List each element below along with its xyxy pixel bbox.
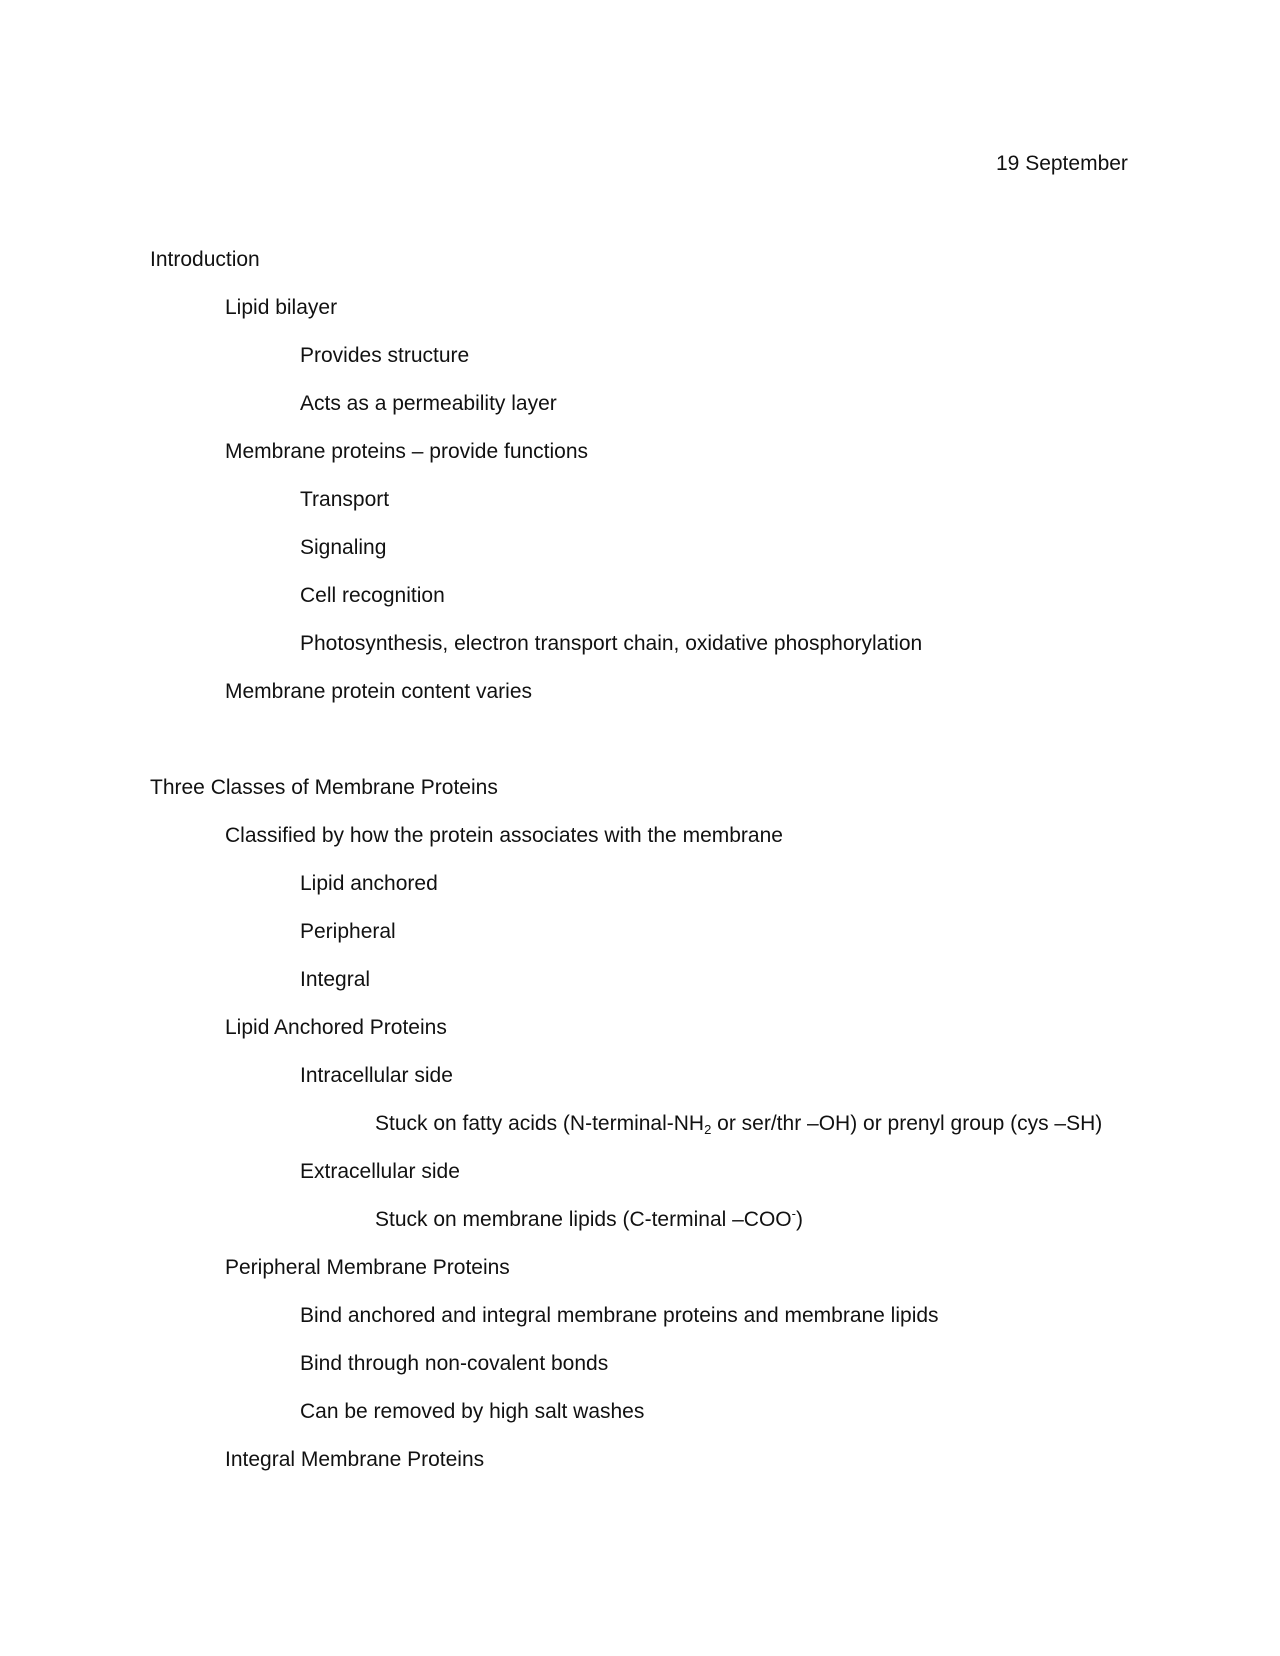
outline-item: Intracellular side (300, 1064, 453, 1087)
outline-item: Bind through non-covalent bonds (300, 1352, 609, 1375)
outline-item: Membrane proteins – provide functions (225, 440, 589, 463)
outline-item: Bind anchored and integral membrane proteins and membrane lipids (300, 1304, 939, 1327)
text-fragment: Stuck on membrane lipids (C-terminal –COO (375, 1208, 792, 1231)
outline-item: Cell recognition (300, 584, 445, 607)
outline-item: Classified by how the protein associates with the membrane (225, 824, 783, 847)
outline-item-membrane-lipids (375, 1206, 803, 1234)
outline-item: Membrane protein content varies (225, 680, 532, 703)
section-heading-three-classes: Three Classes of Membrane Proteins (150, 776, 498, 799)
outline-item-fatty-acids (375, 1110, 1102, 1138)
outline-item: Integral Membrane Proteins (225, 1448, 485, 1471)
outline-item: Extracellular side (300, 1160, 460, 1183)
outline-item: Peripheral Membrane Proteins (225, 1256, 510, 1279)
outline-item: Acts as a permeability layer (300, 392, 557, 415)
superscript: - (791, 1206, 796, 1221)
section-heading-introduction: Introduction (150, 248, 260, 271)
outline-item: Photosynthesis, electron transport chain, oxidative phosphorylation (300, 632, 923, 655)
outline-item: Provides structure (300, 344, 470, 367)
document-date: 19 September (996, 152, 1128, 175)
outline-item: Signaling (300, 536, 387, 559)
outline-item: Peripheral (300, 920, 396, 943)
outline-item: Can be removed by high salt washes (300, 1400, 645, 1423)
outline-item: Lipid Anchored Proteins (225, 1016, 447, 1039)
text-fragment: or ser/thr –OH) or prenyl group (cys –SH) (711, 1112, 1103, 1135)
text-fragment: ) (795, 1208, 803, 1231)
outline-item: Lipid anchored (300, 872, 438, 895)
text-fragment: Stuck on fatty acids (N-terminal-NH (375, 1112, 705, 1135)
outline-item: Lipid bilayer (225, 296, 338, 319)
outline-item: Integral (300, 968, 371, 991)
outline-item: Transport (300, 488, 390, 511)
subscript: 2 (704, 1122, 712, 1137)
